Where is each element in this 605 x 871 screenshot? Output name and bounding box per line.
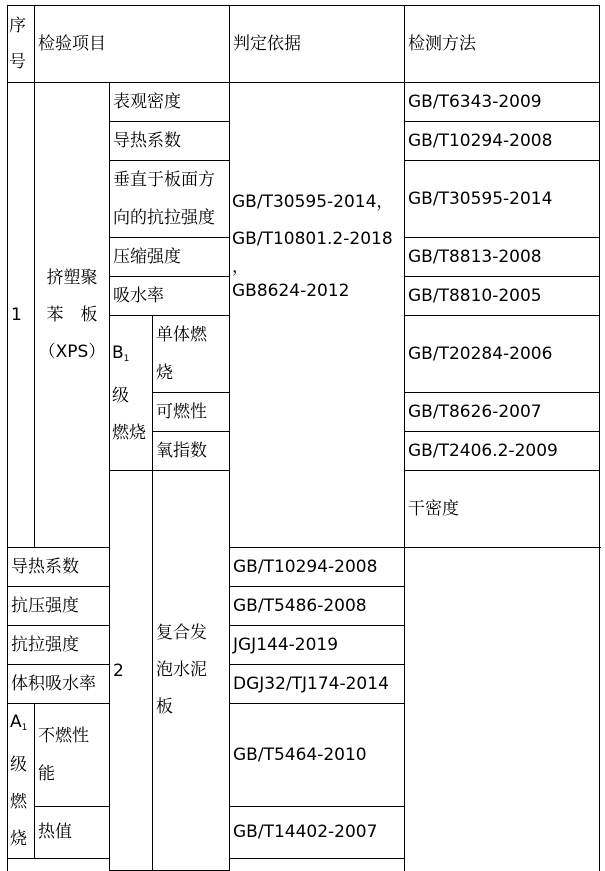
group1-fire-method-3: GB/T2406.2-2009 (405, 432, 600, 471)
group1-name-line1: 挤塑聚 (46, 267, 98, 288)
group1-method-2: GB/T10294-2008 (405, 122, 600, 161)
group1-name-line2: 苯 板 (46, 304, 98, 325)
header-item: 检验项目 (35, 6, 230, 83)
group1-method-3: GB/T30595-2014 (405, 161, 600, 238)
group2-fire-label-line2: 燃烧 (10, 792, 27, 849)
group1-item-5: 吸水率 (110, 277, 230, 316)
table-row (8, 83, 600, 122)
group2-method-2: GB/T10294-2008 (230, 548, 405, 587)
table-row (8, 548, 600, 587)
group2-item-1: 干密度 (405, 471, 600, 548)
group2-name (153, 471, 230, 871)
group2-item-2: 导热系数 (8, 548, 110, 587)
group1-basis-line3: ， (232, 257, 249, 277)
group1-fire-method-2: GB/T8626-2007 (405, 393, 600, 432)
group2-fire-grade-sub: 1 (21, 723, 28, 733)
group1-basis (230, 83, 405, 548)
group1-item-3-line2: 向的抗拉强度 (113, 208, 215, 228)
group2-method-3: GB/T5486-2008 (230, 587, 405, 626)
cut-cell (230, 859, 405, 871)
group1-item-3-line1: 垂直于板面方 (113, 170, 215, 190)
group1-fire-item-1 (153, 316, 230, 393)
group1-fire-grade-suffix: 级 (112, 385, 129, 406)
group2-item-4: 抗拉强度 (8, 626, 110, 665)
group2-fire-method-1: GB/T5464-2010 (230, 704, 405, 807)
group1-seq: 1 (8, 83, 35, 548)
group2-method-4: JGJ144-2019 (230, 626, 405, 665)
table-row (8, 704, 600, 807)
group1-fire-item-3: 氧指数 (153, 432, 230, 471)
group2-fire-item-1-line2: 能 (38, 763, 55, 784)
group2-fire-label (8, 704, 35, 859)
group2-item-3: 抗压强度 (8, 587, 110, 626)
table-row (8, 587, 600, 626)
table-row (8, 665, 600, 704)
group1-fire-method-1: GB/T20284-2006 (405, 316, 600, 393)
group2-name-line1: 复合发 (156, 623, 207, 643)
group1-fire-label (110, 316, 153, 471)
group1-fire-item-1-line2: 烧 (156, 363, 173, 383)
group1-method-4: GB/T8813-2008 (405, 238, 600, 277)
group1-name (35, 83, 110, 548)
group2-name-line2: 泡水泥 (156, 660, 207, 680)
inspection-table (7, 5, 600, 871)
group1-item-4: 压缩强度 (110, 238, 230, 277)
group1-fire-grade-sub: 1 (123, 353, 130, 364)
group1-fire-label-line2: 燃烧 (112, 422, 146, 443)
group1-method-5: GB/T8810-2005 (405, 277, 600, 316)
table-row (8, 626, 600, 665)
group2-item-5: 体积吸水率 (8, 665, 110, 704)
group2-name-line3: 板 (156, 697, 173, 717)
header-seq-line2: 号 (9, 52, 26, 72)
group1-item-3 (110, 161, 230, 238)
group2-seq: 2 (110, 471, 153, 871)
group1-basis-line1: GB/T30595-2014， (232, 192, 394, 212)
header-seq (8, 6, 35, 83)
group1-fire-item-1-line1: 单体燃 (156, 325, 207, 345)
group1-basis-line4: GB8624-2012 (232, 281, 350, 301)
cut-cell (8, 859, 110, 871)
table-row-cut (8, 859, 600, 871)
table-row (8, 806, 600, 858)
header-method: 检测方法 (405, 6, 600, 83)
group1-basis-line2: GB/T10801.2-2018 (232, 229, 393, 249)
group1-fire-item-2: 可燃性 (153, 393, 230, 432)
group2-fire-item-2: 热值 (35, 806, 110, 858)
header-row (8, 6, 600, 83)
group2-fire-item-1 (35, 704, 110, 807)
group1-item-2: 导热系数 (110, 122, 230, 161)
group2-fire-grade-suffix: 级 (10, 755, 27, 775)
group1-method-1: GB/T6343-2009 (405, 83, 600, 122)
header-seq-line1: 序 (9, 16, 26, 36)
group2-fire-method-2: GB/T14402-2007 (230, 806, 405, 858)
group1-name-line3: （XPS） (38, 341, 106, 362)
group1-item-1: 表观密度 (110, 83, 230, 122)
header-basis: 判定依据 (230, 6, 405, 83)
group2-fire-item-1-line1: 不燃性 (38, 725, 89, 746)
group1-fire-grade: B (112, 342, 124, 363)
group2-fire-grade: A (10, 712, 22, 732)
group2-method-5: DGJ32/TJ174-2014 (230, 665, 405, 704)
